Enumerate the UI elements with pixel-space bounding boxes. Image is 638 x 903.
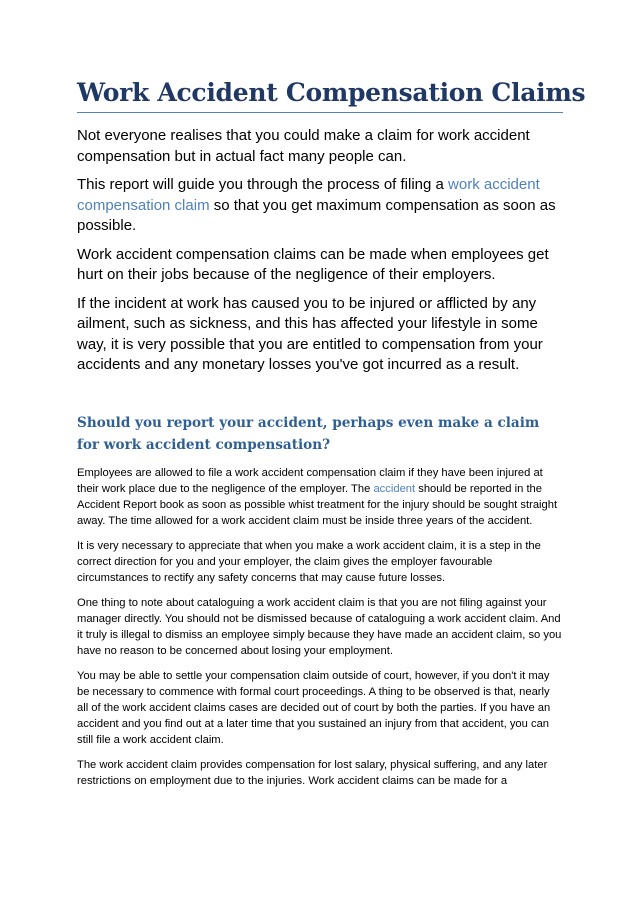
- document-page: [77, 76, 586, 798]
- body-paragraph-5: The work accident claim provides compensation for lost salary, physical suffering, and any later restrictions on employment due to the injuries. Work accident claims can be made for a: [77, 758, 548, 787]
- body-paragraph-2: It is very necessary to appreciate that when you make a work accident claim, it is a step in the correct direction for you and your employer, the claim gives the employer favourable circumstances to rectify any safety concerns that may cause future losses.: [77, 539, 541, 584]
- intro-paragraph-2-text: This report will guide you through the process of filing a: [77, 176, 449, 193]
- accident-link[interactable]: accident: [373, 482, 416, 495]
- body-paragraph-4: You may be able to settle your compensation claim outside of court, however, if you don't it may be necessary to commence with formal court proceedings. A thing to be observed is that, nearly all of the work accident claims cases are decided out of court by both the parties. If you have an accident and you find out at a later time that you sustained an injury from that accident, you can still file a work accident claim.: [77, 669, 551, 746]
- intro-paragraph-1: Not everyone realises that you could make a claim for work accident compensation but in actual fact many people can.: [77, 127, 530, 165]
- intro-paragraph-2: [77, 175, 563, 237]
- body-paragraph-1: [77, 465, 563, 529]
- section-body: [77, 465, 563, 789]
- body-paragraph-1-text-end: should be reported in the Accident Report book as soon as possible whist treatment for the injury should be sought straight away. The time allowed for a work accident claim must be inside three years of the accident.: [77, 482, 558, 527]
- intro-paragraph-4: If the incident at work has caused you to be injured or afflicted by any ailment, such as sickness, and this has affected your lifestyle in some way, it is very possible that you are entitled to compensation from your accidents and any monetary losses you've got incurred as a result.: [77, 294, 543, 373]
- work-accident-compensation-claim-link[interactable]: work accident compensation claim: [77, 176, 540, 214]
- page-title: Work Accident Compensation Claims: [77, 76, 563, 113]
- intro-section: [77, 126, 563, 376]
- intro-paragraph-3: Work accident compensation claims can be made when employees get hurt on their jobs because of the negligence of their employers.: [77, 245, 549, 283]
- body-paragraph-3: One thing to note about cataloguing a work accident claim is that you are not filing against your manager directly. You should not be dismissed because of cataloguing a work accident claim. And it truly is illegal to dismiss an employee simply because they have made an accident claim, so you have no reason to be concerned about losing your employment.: [77, 596, 562, 657]
- body-paragraph-1-text: Employees are allowed to file a work accident compensation claim if they have been injured at their work place due to the negligence of the employer. The: [77, 466, 543, 495]
- section-heading: Should you report your accident, perhaps even make a claim for work accident compensation?: [77, 414, 540, 453]
- intro-paragraph-2-text-end: so that you get maximum compensation as soon as possible.: [77, 196, 556, 234]
